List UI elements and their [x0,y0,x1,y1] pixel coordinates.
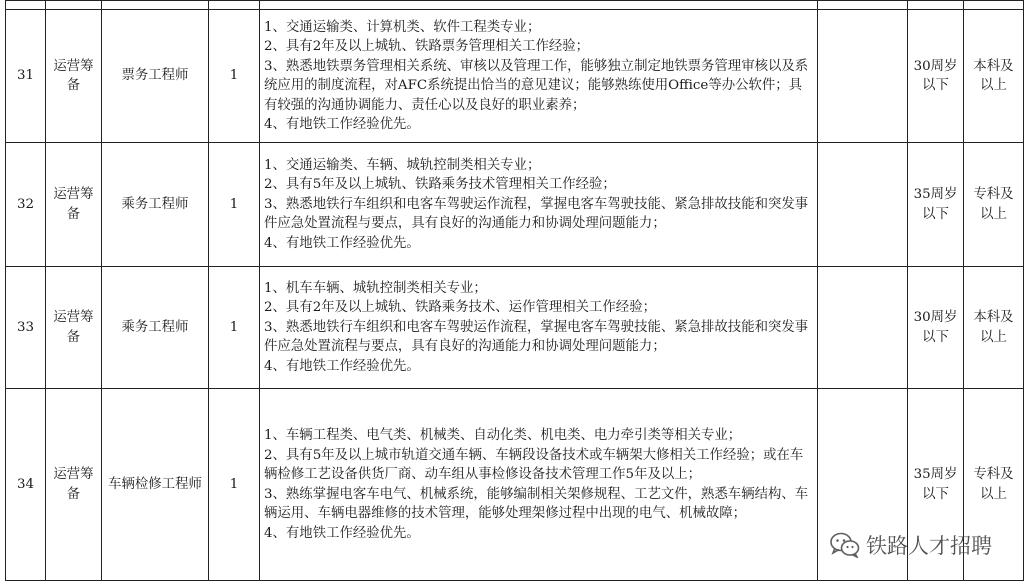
age-limit: 35周岁以下 [908,389,964,581]
extra-cell [818,267,908,389]
table-row [6,267,1024,389]
job-table [5,0,1024,581]
position-title: 乘务工程师 [102,143,209,267]
requirement-line: 3、熟悉地铁票务管理相关系统、审核以及管理工作，能够独立制定地铁票务管理审核以及系统应用的制度流程，对AFC系统提出恰当的意见建议；能够熟练使用Office等办公软件；具有较强的沟通协调能力、责任心以及良好的职业素养； [264,58,809,113]
requirement-line: 4、有地铁工作经验优先。 [264,117,420,132]
requirement-line: 1、车辆工程类、电气类、机械类、自动化类、机电类、电力牵引类等相关专业； [264,428,742,443]
age-limit: 30周岁以下 [908,267,964,389]
row-number: 33 [6,267,46,389]
requirement-line: 3、熟练掌握电客车电气、机械系统，能够编制相关架修规程、工艺文件，熟悉车辆结构、车辆运用、车辆电器维修的技术管理，能够处理架修过程中出现的电气、机械故障； [264,486,809,521]
requirement-line: 3、熟悉地铁行车组织和电客车驾驶运作流程，掌握电客车驾驶技能、紧急排故技能和突发事件应急处置流程与要点，具有良好的沟通能力和协调处理问题能力； [264,196,809,232]
education-level: 本科及以上 [964,267,1024,389]
department: 运营筹备 [46,143,102,267]
extra-cell [818,143,908,267]
age-limit: 35周岁以下 [908,143,964,267]
education-level: 本科及以上 [964,10,1024,143]
requirements [260,389,818,581]
department: 运营筹备 [46,389,102,581]
row-number: 32 [6,143,46,267]
education-level: 专科及以上 [964,143,1024,267]
requirement-line: 4、有地铁工作经验优先。 [264,525,420,541]
department: 运营筹备 [46,10,102,143]
headcount: 1 [209,10,260,143]
requirement-line: 3、熟悉地铁行车组织和电客车驾驶运作流程，掌握电客车驾驶技能、紧急排故技能和突发事件应急处置流程与要点，具有良好的沟通能力和协调处理问题能力； [264,319,809,355]
headcount: 1 [209,267,260,389]
watermark-text: 铁路人才招聘 [866,534,992,558]
table-row-top-stub [6,1,1024,10]
row-number: 34 [6,389,46,581]
requirement-line: 1、机车车辆、城轨控制类相关专业； [264,280,487,296]
table-row [6,10,1024,143]
table-row [6,389,1024,581]
position-title: 乘务工程师 [102,267,209,389]
headcount: 1 [209,143,260,267]
requirements [260,143,818,267]
position-title: 票务工程师 [102,10,209,143]
extra-cell [818,10,908,143]
requirement-line: 4、有地铁工作经验优先。 [264,235,420,251]
requirement-line: 2、具有2年及以上城轨、铁路乘务技术、运作管理相关工作经验； [264,300,656,316]
requirement-line: 4、有地铁工作经验优先。 [264,358,420,374]
age-limit: 30周岁以下 [908,10,964,143]
department: 运营筹备 [46,267,102,389]
requirement-line: 2、具有5年及以上城市轨道交通车辆、车辆段设备技术或车辆架大修相关工作经验；或在车辆检修工艺设备供货厂商、动车组从事检修设备技术管理工作5年及以上； [264,447,804,482]
extra-cell [818,389,908,581]
position-title: 车辆检修工程师 [102,389,209,581]
requirements [260,267,818,389]
requirements [260,10,818,143]
education-level: 专科及以上 [964,389,1024,581]
requirement-line: 1、交通运输类、车辆、城轨控制类相关专业； [264,157,541,173]
requirement-line: 2、具有2年及以上城轨、铁路票务管理相关工作经验； [264,39,590,54]
table-row [6,143,1024,267]
requirement-line: 2、具有5年及以上城轨、铁路乘务技术管理相关工作经验； [264,177,616,193]
headcount: 1 [209,389,260,581]
row-number: 31 [6,10,46,143]
requirement-line: 1、交通运输类、计算机类、软件工程类专业； [264,19,541,35]
